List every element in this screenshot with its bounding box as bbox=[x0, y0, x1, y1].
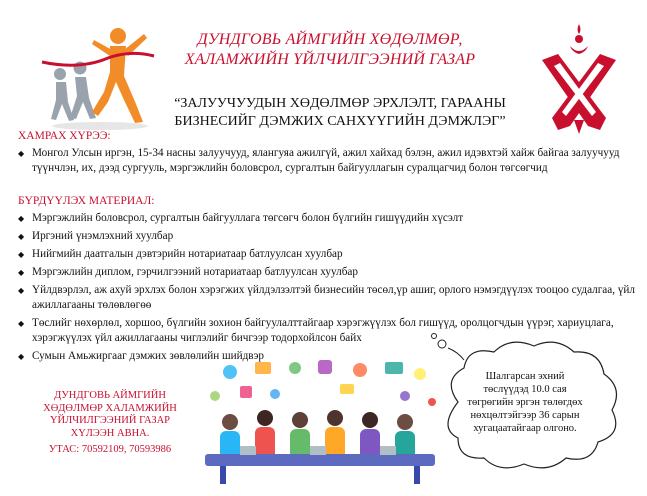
agency-title-line2: ХАЛАМЖИЙН ҮЙЛЧИЛГЭЭНИЙ ГАЗАР bbox=[184, 51, 476, 68]
list-item: ◆ Үйлдвэрлэл, аж ахуй эрхлэх болон хэрэгжих үйлдэлзэлтэй бизнесийн төсөл,үр ашиг, орлого нэмэгдүүлэх тооцоо судалгаа, үйл ажиллагааны төлөвлөгөө bbox=[18, 283, 638, 313]
contact-line: ҮЙЛЧИЛГЭЭНИЙ ГАЗАР bbox=[49, 415, 171, 426]
funding-note-line: хугацаатайгаар олгоно. bbox=[473, 423, 577, 434]
contact-line: ХҮЛЭЭН АВНА. bbox=[70, 427, 150, 439]
agency-title bbox=[150, 30, 510, 70]
program-title-line1: “ЗАЛУУЧУУДЫН ХӨДӨЛМӨР ЭРХЛЭЛТ, ГАРААНЫ bbox=[174, 96, 506, 111]
funding-note bbox=[450, 370, 600, 435]
runners-illustration bbox=[40, 22, 155, 132]
funding-note-line: төгрөгийн эргэн төлөгдөх bbox=[467, 397, 583, 408]
funding-note-line: нөхцөлтэйгээр 36 сарын bbox=[470, 410, 580, 421]
list-item: ◆ Мэргэжлийн диплом, гэрчилгээний нотариатаар батлуулсан хуулбар bbox=[18, 265, 638, 280]
list-item: ◆ Мэргэжлийн боловсрол, сургалтын байгууллага төгсөгч болон бүлгийн гишүүдийн хүсэлт bbox=[18, 211, 638, 226]
list-item: ◆ Сумын Амьжиргааг дэмжих зөвлөлийн шийдвэр bbox=[18, 349, 638, 364]
eligibility-list bbox=[18, 146, 638, 179]
contact-phone: УТАС: 70592109, 70593986 bbox=[48, 444, 172, 455]
documents-heading: БҮРДҮҮЛЭХ МАТЕРИАЛ: bbox=[18, 195, 155, 207]
eligibility-heading: ХАМРАХ ХҮРЭЭ: bbox=[18, 130, 111, 142]
list-item: ◆ Нийгмийн даатгалын дэвтэрийн нотариатаар батлуулсан хуулбар bbox=[18, 247, 638, 262]
funding-note-line: Шалгарсан эхний bbox=[485, 371, 565, 382]
agency-title-line1: ДУНДГОВЬ АЙМГИЙН ХӨДӨЛМӨР, bbox=[197, 31, 463, 48]
contact-line: ДУНДГОВЬ АЙМГИЙН bbox=[54, 390, 166, 401]
program-title-line2: БИЗНЕСИЙГ ДЭМЖИХ САНХҮҮГИЙН ДЭМЖЛЭГ” bbox=[174, 114, 506, 129]
funding-note-line: төслүүдэд 10.0 сая bbox=[483, 384, 567, 395]
meeting-illustration bbox=[200, 356, 440, 486]
program-title bbox=[150, 95, 530, 131]
agency-logo bbox=[534, 22, 624, 137]
list-item: ◆ Төслийг нөхөрлөл, хоршоо, бүлгийн зохион байгуулалттайгаар хэрэгжүүлэх бол гишүүд, оролцогчдын үүрэг, хариуцлага, хэрэгжүүлэх үйл ажиллагааны чиглэлийг бичгээр тодорхойлсон байх bbox=[18, 316, 638, 346]
contact-block bbox=[20, 390, 200, 457]
list-item: ◆ Иргэний үнэмлэхний хуулбар bbox=[18, 229, 638, 244]
list-item: ◆ Монгол Улсын иргэн, 15-34 насны залуучууд, ялангуяа ажилгүй, ажил хайхад бэлэн, ажил идэвхтэй хайж байгаа залуучууд түүнчлэн, их, дээд сургууль, мэргэжлийн боловсрол, сургалтын байгууллагын суралцагчид болон төгсөгчид bbox=[18, 146, 638, 176]
contact-line: ХӨДӨЛМӨР ХАЛАМЖИЙН bbox=[43, 402, 177, 414]
